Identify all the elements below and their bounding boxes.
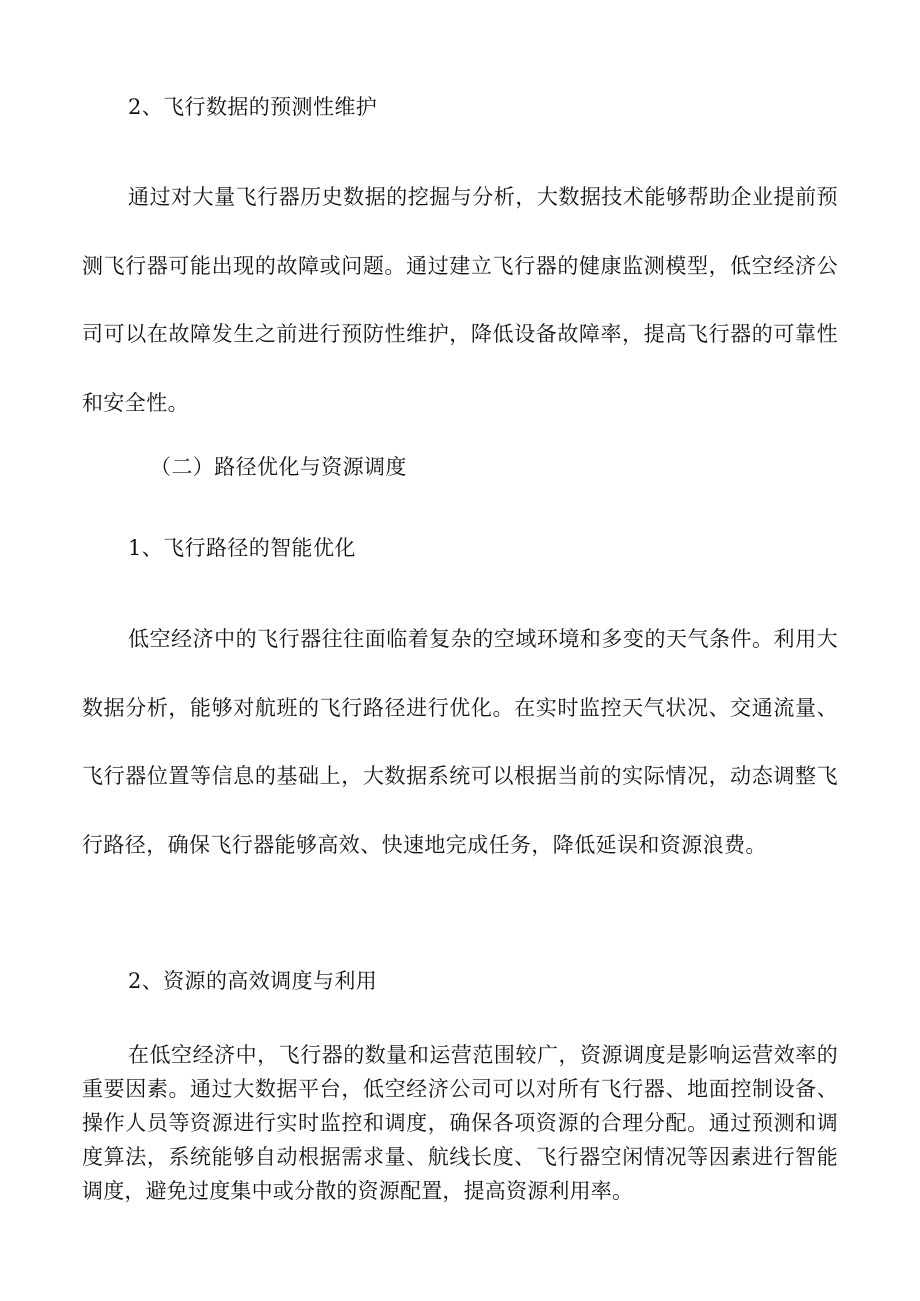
section-heading-predictive-maintenance: 2、飞行数据的预测性维护 bbox=[128, 95, 378, 119]
section-heading-resource-scheduling: 2、资源的高效调度与利用 bbox=[128, 969, 378, 993]
paragraph-flight-path: 低空经济中的飞行器往往面临着复杂的空域环境和多变的天气条件。利用大数据分析，能够对航班的飞行路径进行优化。在实时监控天气状况、交通流量、飞行器位置等信息的基础上，大数据系统可以根据当前的实际情况，动态调整飞行路径，确保飞行器能够高效、快速地完成任务，降低延误和资源浪费。 bbox=[82, 627, 838, 857]
paragraph-predictive-maintenance: 通过对大量飞行器历史数据的挖掘与分析，大数据技术能够帮助企业提前预测飞行器可能出现的故障或问题。通过建立飞行器的健康监测模型，低空经济公司可以在故障发生之前进行预防性维护，降低设备故障率，提高飞行器的可靠性和安全性。 bbox=[82, 185, 838, 415]
chapter-heading-route-optimization: （二）路径优化与资源调度 bbox=[150, 455, 407, 479]
section-heading-flight-path: 1、飞行路径的智能优化 bbox=[128, 536, 356, 560]
paragraph-resource-scheduling: 在低空经济中，飞行器的数量和运营范围较广，资源调度是影响运营效率的重要因素。通过大数据平台，低空经济公司可以对所有飞行器、地面控制设备、操作人员等资源进行实时监控和调度，确保各项资源的合理分配。通过预测和调度算法，系统能够自动根据需求量、航线长度、飞行器空闲情况等因素进行智能调度，避免过度集中或分散的资源配置，提高资源利用率。 bbox=[82, 1043, 838, 1203]
